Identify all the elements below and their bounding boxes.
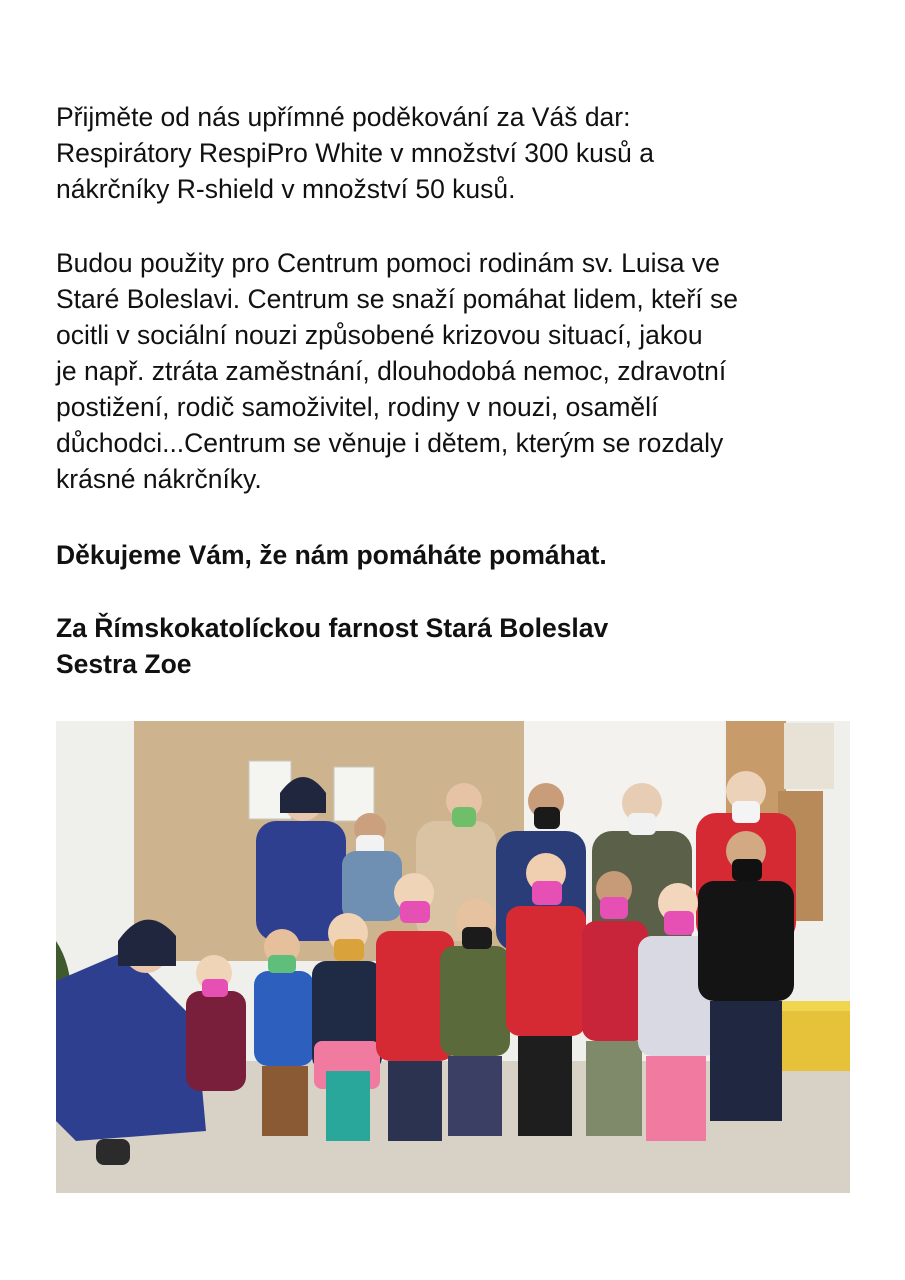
group-photo-illustration: [56, 721, 850, 1193]
text-line: krásné nákrčníky.: [56, 464, 262, 494]
text-line: nákrčníky R-shield v množství 50 kusů.: [56, 174, 516, 204]
text-line: Staré Boleslavi. Centrum se snaží pomáhat lidem, kteří se: [56, 284, 738, 314]
signature-name: Sestra Zoe: [56, 649, 192, 679]
text-line: postižení, rodič samoživitel, rodiny v nouzi, osamělí: [56, 392, 659, 422]
thanks-text: Děkujeme Vám, že nám pomáháte pomáhat.: [56, 540, 607, 570]
text-line: Přijměte od nás upřímné poděkování za Váš dar:: [56, 102, 631, 132]
signature: [56, 610, 856, 682]
signature-parish: Za Římskokatolíckou farnost Stará Boleslav: [56, 613, 609, 643]
text-line: ocitli v sociální nouzi způsobené krizovou situací, jakou: [56, 320, 703, 350]
text-line: je např. ztráta zaměstnání, dlouhodobá nemoc, zdravotní: [56, 356, 727, 386]
text-line: Budou použity pro Centrum pomoci rodinám sv. Luisa ve: [56, 248, 720, 278]
text-line: Respirátory RespiPro White v množství 300 kusů a: [56, 138, 654, 168]
paragraph-donation: [56, 99, 856, 207]
paragraph-centre: [56, 245, 856, 497]
group-photo: [56, 721, 850, 1193]
thanks-line: [56, 537, 856, 573]
text-line: důchodci...Centrum se věnuje i dětem, kterým se rozdaly: [56, 428, 724, 458]
